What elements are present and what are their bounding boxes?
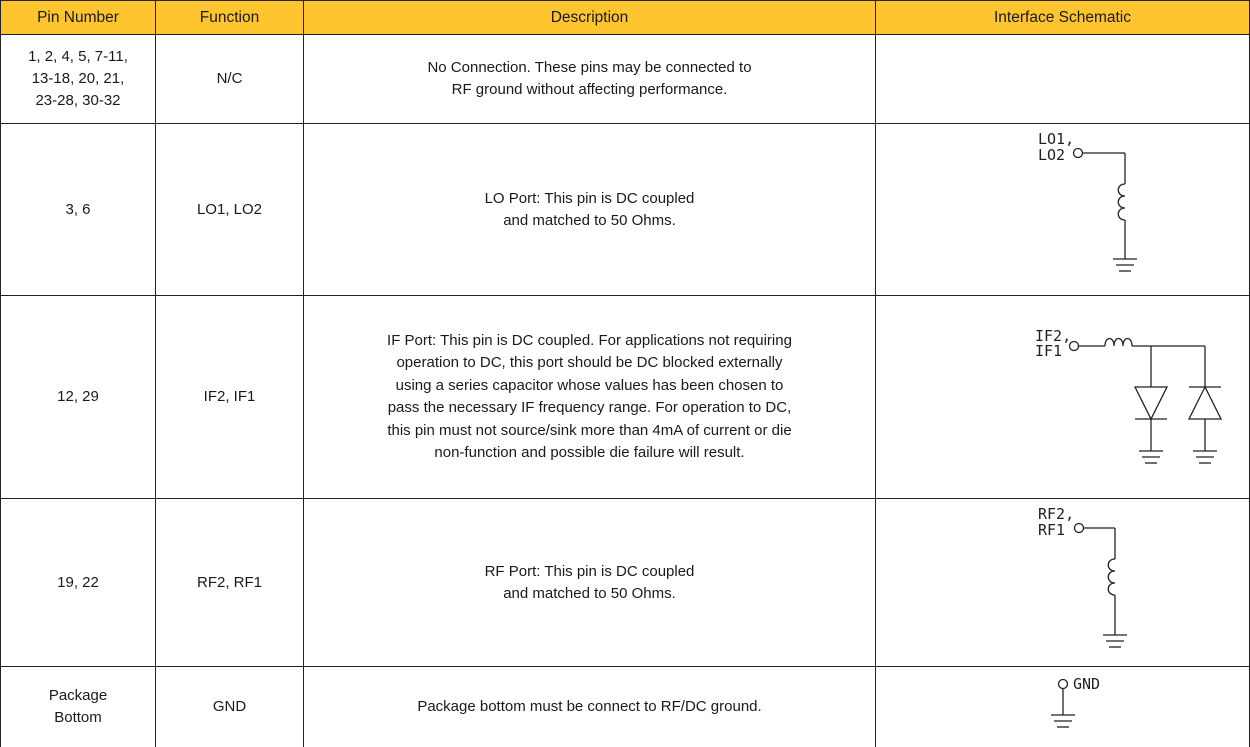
function-cell: IF2, IF1 [156, 296, 304, 499]
schematic-label-lo1: LO1, [1038, 130, 1075, 148]
header-description: Description [304, 1, 876, 35]
function-cell: RF2, RF1 [156, 499, 304, 667]
schematic-label-if1: IF1 [1035, 342, 1063, 360]
rf-port-schematic [876, 499, 1250, 667]
description-text: No Connection. These pins may be connected to RF ground without affecting performance. [427, 59, 752, 98]
table-row [1, 124, 1250, 296]
header-interface-schematic: Interface Schematic [876, 1, 1250, 35]
schematic-cell [876, 499, 1250, 667]
schematic-cell [876, 667, 1250, 747]
description-cell [304, 499, 876, 667]
gnd-schematic [876, 667, 1250, 747]
schematic-label-lo2: LO2 [1038, 146, 1066, 164]
description-cell [304, 35, 876, 124]
table-header-row [1, 1, 1250, 35]
function-cell: N/C [156, 35, 304, 124]
schematic-cell [876, 296, 1250, 499]
description-text: RF Port: This pin is DC coupled and matched to 50 Ohms. [484, 562, 695, 602]
schematic-label-if2: IF2, [1035, 327, 1072, 345]
function-cell: GND [156, 667, 304, 747]
table-row [1, 667, 1250, 747]
lo-port-schematic [876, 124, 1250, 296]
schematic-label-rf2: RF2, [1038, 505, 1075, 523]
header-function: Function [156, 1, 304, 35]
header-pin-number: Pin Number [1, 1, 156, 35]
pin-number-cell [1, 35, 156, 124]
schematic-cell [876, 124, 1250, 296]
schematic-label-gnd: GND [1073, 675, 1101, 693]
pin-number-text: Package Bottom [48, 686, 108, 726]
description-cell: Package bottom must be connect to RF/DC ground. [304, 667, 876, 747]
pin-number-cell: 19, 22 [1, 499, 156, 667]
schematic-label-rf1: RF1 [1038, 521, 1066, 539]
pin-number-cell: 3, 6 [1, 124, 156, 296]
description-text: LO Port: This pin is DC coupled and matched to 50 Ohms. [484, 189, 695, 229]
table-row [1, 296, 1250, 499]
pin-number-cell: 12, 29 [1, 296, 156, 499]
description-cell [304, 296, 876, 499]
pin-number-cell [1, 667, 156, 747]
if-port-schematic [876, 296, 1250, 499]
table-row [1, 499, 1250, 667]
description-cell [304, 124, 876, 296]
schematic-cell-empty [876, 35, 1250, 124]
pin-number-text: 1, 2, 4, 5, 7-11, 13-18, 20, 21, 23-28, 30-32 [28, 48, 128, 109]
description-text: IF Port: This pin is DC coupled. For applications not requiring operation to DC, this port should be DC blocked externally using a series capacitor whose values has been chosen to pass the necessary IF frequency range. For operation to DC, this pin must not source/sink more than 4mA of current or die non-function and possible die failure will result. [387, 331, 792, 461]
table-row [1, 35, 1250, 124]
function-cell: LO1, LO2 [156, 124, 304, 296]
